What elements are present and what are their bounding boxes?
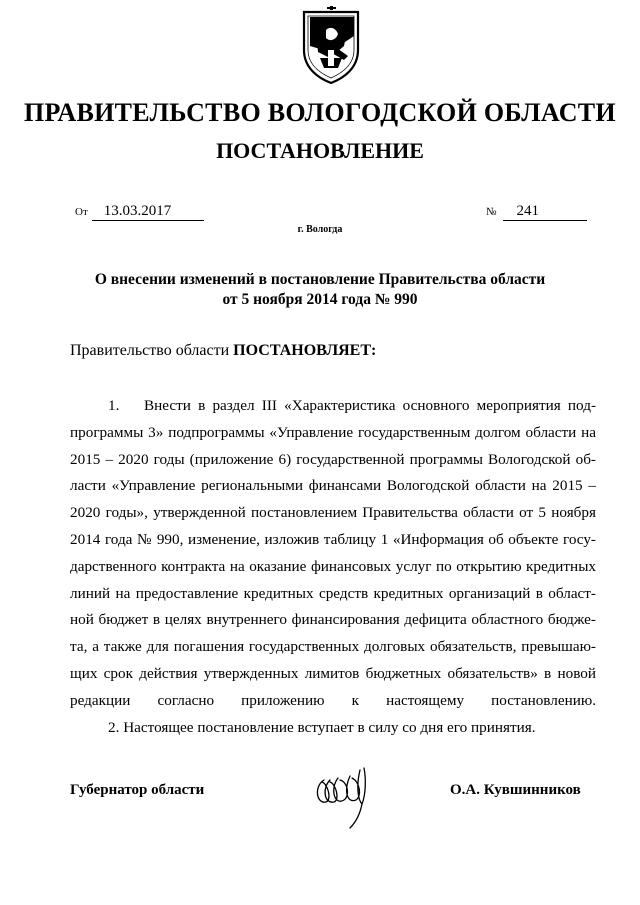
preamble xyxy=(70,342,376,360)
item-1-number: 1. xyxy=(108,397,120,414)
preamble-emphasis: ПОСТАНОВЛЯЕТ: xyxy=(233,342,377,359)
document-subject xyxy=(0,270,640,310)
document-date xyxy=(75,203,204,221)
signer-title: Губернатор области xyxy=(70,782,205,798)
document-body xyxy=(70,393,596,741)
body-line: та, а также для погашения государственных долговых обязательств, превышаю- xyxy=(70,638,596,656)
number-value: 241 xyxy=(503,203,587,221)
body-line: 2014 года № 990, изменение, изложив таблицу 1 «Информация об объекте госу- xyxy=(70,530,596,548)
body-line: ласти «Управление региональными финансами Вологодской области на 2015 – xyxy=(70,477,596,495)
preamble-text: Правительство области xyxy=(70,342,230,359)
city: г. Вологда xyxy=(297,224,343,235)
body-line: дарственного контракта на оказание финансовых услуг по открытию кредитных xyxy=(70,557,596,575)
body-line: щих срок действия утвержденных лимитов бюджетных обязательств» в новой xyxy=(70,664,596,682)
handwritten-signature xyxy=(310,760,382,830)
document-number xyxy=(486,203,587,221)
number-prefix: № xyxy=(486,206,497,218)
body-line: 2020 годы», утвержденной постановлением Правительства области от 5 ноября xyxy=(70,504,596,522)
body-line-text: Внести в раздел III «Характеристика основного мероприятия под- xyxy=(144,397,596,414)
date-value: 13.03.2017 xyxy=(92,203,204,221)
subject-line-2: от 5 ноября 2014 года № 990 xyxy=(222,291,418,308)
body-line: 2015 – 2020 годы (приложение 6) государственной программы Вологодской об- xyxy=(70,450,596,468)
body-line: редакции согласно приложению к настоящему постановлению. xyxy=(70,691,596,709)
body-line xyxy=(70,393,596,420)
subject-line-1: О внесении изменений в постановление Правительства области xyxy=(94,271,546,288)
vologda-coat-of-arms-icon xyxy=(300,6,362,86)
signer-name: О.А. Кувшинников xyxy=(450,782,581,798)
item-2: 2. Настоящее постановление вступает в силу со дня его принятия. xyxy=(108,718,536,736)
body-line: линий на предоставление кредитных средств кредитных организаций в област- xyxy=(70,584,596,602)
body-line: программы 3» подпрограммы «Управление государственным долгом области на xyxy=(70,423,596,441)
document-type: ПОСТАНОВЛЕНИЕ xyxy=(216,138,424,163)
date-prefix: От xyxy=(75,206,88,218)
government-title: ПРАВИТЕЛЬСТВО ВОЛОГОДСКОЙ ОБЛАСТИ xyxy=(24,98,616,127)
body-line: ной бюджет в целях внутреннего финансирования дефицита областного бюдже- xyxy=(70,611,596,629)
